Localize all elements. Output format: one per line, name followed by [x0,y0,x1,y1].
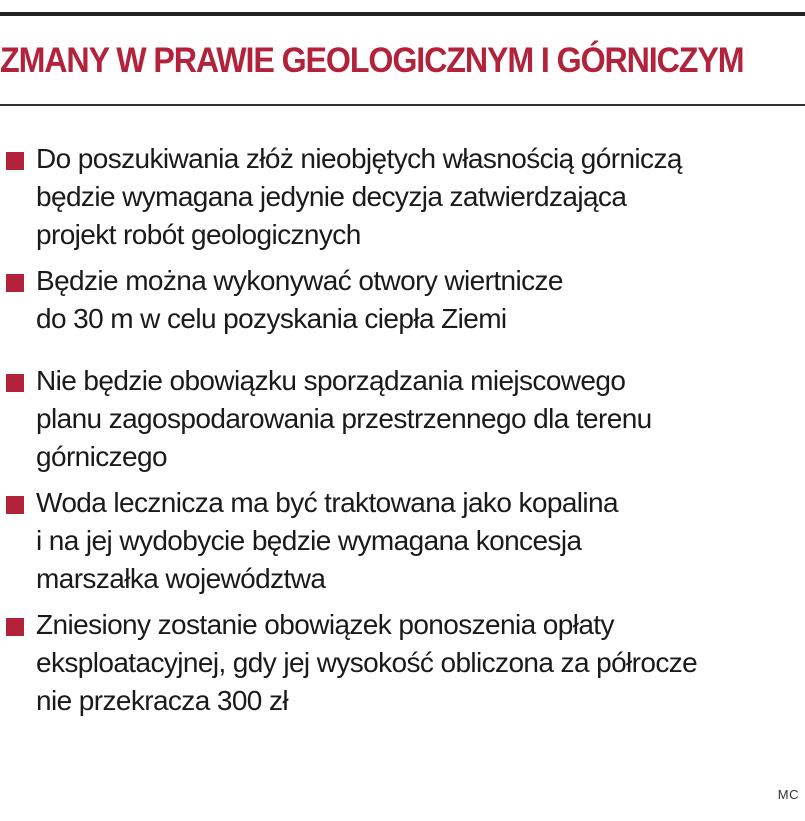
list-item-line: będzie wymagana jedynie decyzja zatwierdzająca [36,181,627,212]
list-item [0,262,805,338]
list-item-line: Nie będzie obowiązku sporządzania miejscowego [36,365,626,396]
list-item [0,362,805,476]
square-bullet-icon [6,152,24,170]
list-item-line: Będzie można wykonywać otwory wiertnicze [36,265,563,296]
square-bullet-icon [6,274,24,292]
list-item [0,484,805,598]
list-item-line: marszałka województwa [36,563,326,594]
list-item-line: i na jej wydobycie będzie wymagana koncesja [36,525,582,556]
list-item-line: eksploatacyjnej, gdy jej wysokość obliczona za półrocze [36,647,698,678]
top-rule [0,12,805,16]
list-item-line: planu zagospodarowania przestrzennego dla terenu [36,403,652,434]
list-item-line: Woda lecznicza ma być traktowana jako kopalina [36,487,618,518]
title-divider [0,104,805,106]
list-item-line: nie przekracza 300 zł [36,685,288,716]
list-item-line: górniczego [36,441,167,472]
author-credit: MC [777,787,799,802]
list-item-line: Zniesiony zostanie obowiązek ponoszenia opłaty [36,609,614,640]
square-bullet-icon [6,496,24,514]
square-bullet-icon [6,374,24,392]
page-title: ZMANY W PRAWIE GEOLOGICZNYM I GÓRNICZYM [0,41,744,80]
square-bullet-icon [6,618,24,636]
list-item [0,606,805,720]
list-item-line: projekt robót geologicznych [36,219,361,250]
changes-list [0,140,805,728]
list-item [0,140,805,254]
list-item-line: Do poszukiwania złóż nieobjętych własnością górniczą [36,143,682,174]
list-item-line: do 30 m w celu pozyskania ciepła Ziemi [36,303,507,334]
